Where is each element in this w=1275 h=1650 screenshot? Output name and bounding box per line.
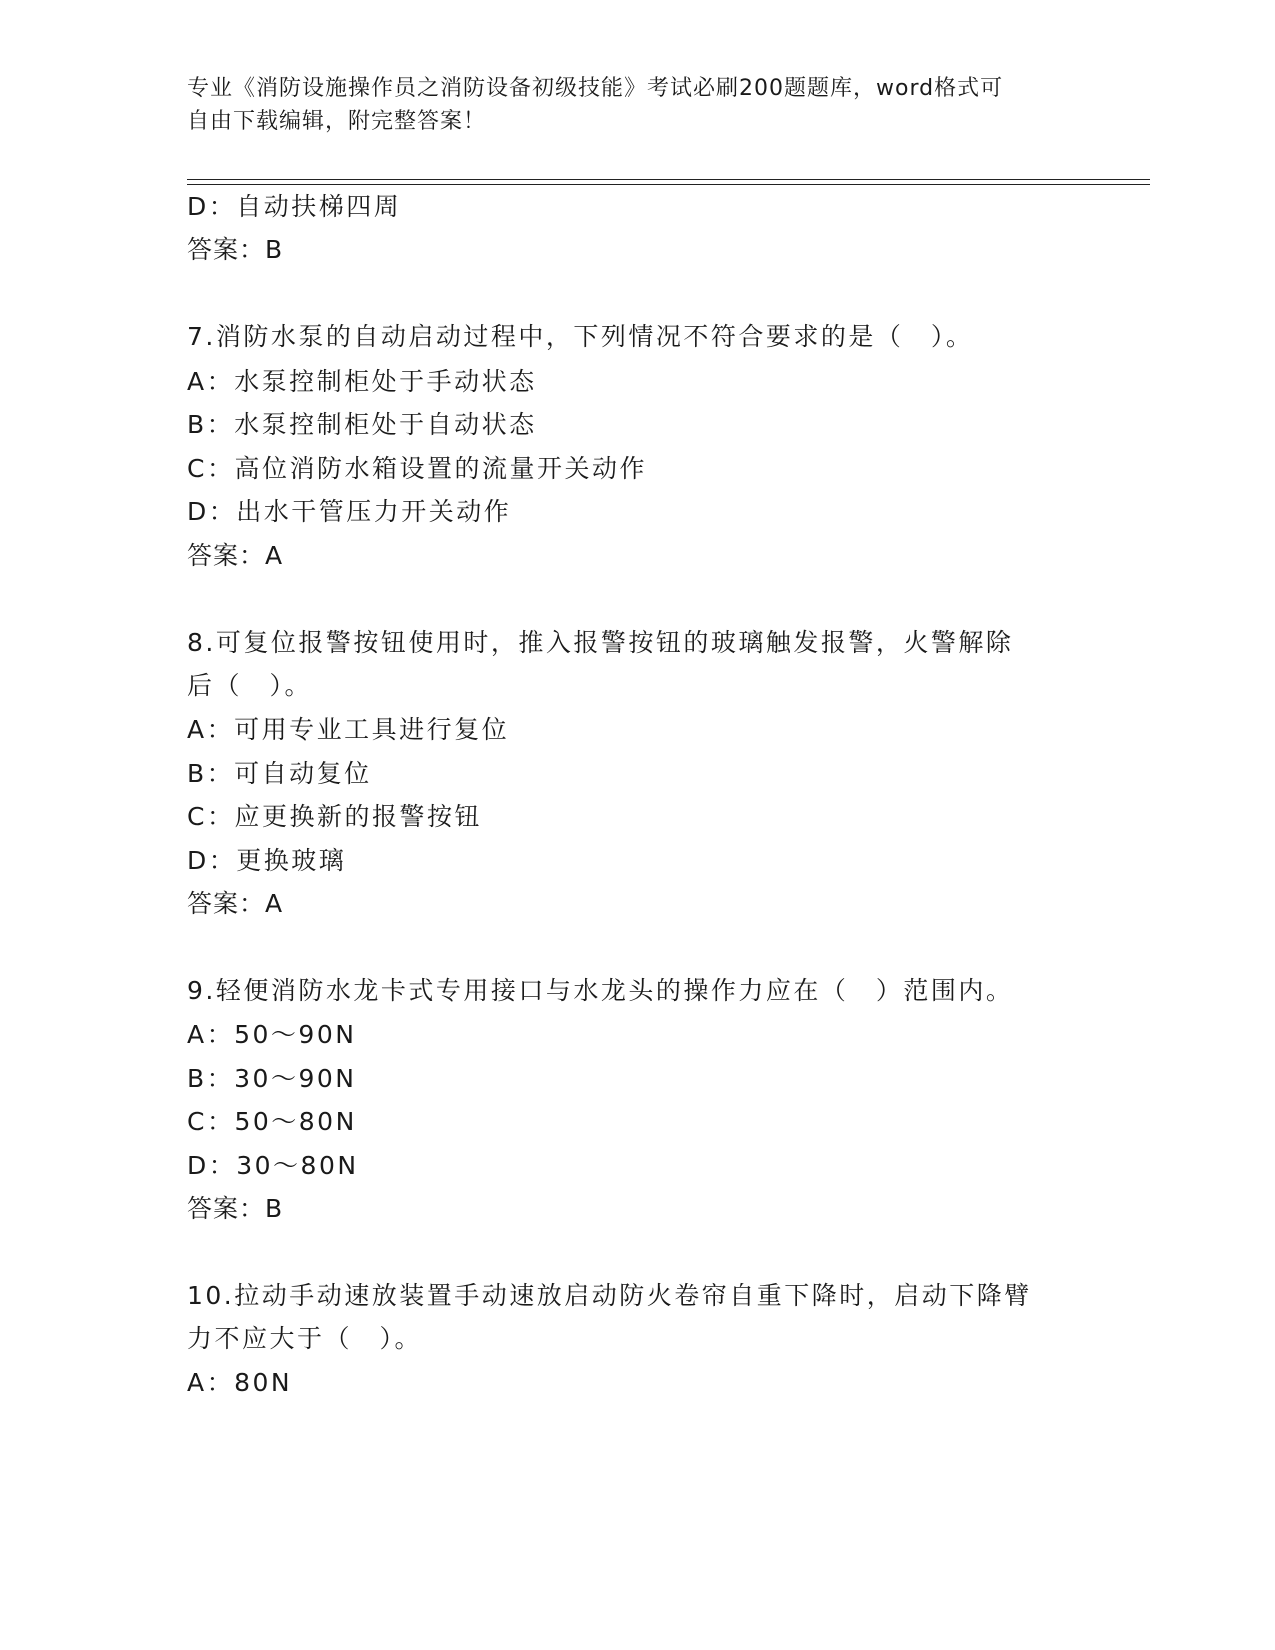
q8-stem-line-1: 8.可复位报警按钮使用时，推入报警按钮的玻璃触发报警，火警解除 (187, 628, 1014, 657)
q9-option-d: D：30～80N (187, 1151, 359, 1180)
q9-stem: 9.轻便消防水龙卡式专用接口与水龙头的操作力应在（ ）范围内。 (187, 976, 1014, 1005)
q8-option-a: A：可用专业工具进行复位 (187, 715, 510, 744)
q8-option-b: B：可自动复位 (187, 759, 372, 788)
q8-option-d: D：更换玻璃 (187, 846, 347, 875)
q10-stem-line-2: 力不应大于（ ）。 (187, 1324, 423, 1353)
page-header (187, 72, 1067, 138)
q7-answer: 答案：A (187, 541, 284, 570)
q7-option-b: B：水泵控制柜处于自动状态 (187, 410, 537, 439)
q9-answer: 答案：B (187, 1194, 284, 1223)
header-line-1: 专业《消防设施操作员之消防设备初级技能》考试必刷200题题库，word格式可 (187, 76, 1004, 101)
header-line-2: 自由下载编辑，附完整答案！ (187, 109, 487, 134)
q6-option-d: D：自动扶梯四周 (187, 192, 402, 221)
q7-stem: 7.消防水泵的自动启动过程中，下列情况不符合要求的是（ ）。 (187, 322, 974, 351)
q9-option-a: A：50～90N (187, 1020, 357, 1049)
header-divider-bottom (187, 184, 1150, 185)
header-divider-top (187, 179, 1150, 180)
q10-option-a: A：80N (187, 1368, 293, 1397)
q7-option-d: D：出水干管压力开关动作 (187, 497, 512, 526)
q8-answer: 答案：A (187, 889, 284, 918)
q7-option-a: A：水泵控制柜处于手动状态 (187, 367, 537, 396)
q8-option-c: C：应更换新的报警按钮 (187, 802, 482, 831)
q6-answer: 答案：B (187, 235, 284, 264)
q7-option-c: C：高位消防水箱设置的流量开关动作 (187, 454, 647, 483)
q9-option-b: B：30～90N (187, 1064, 357, 1093)
q10-stem-line-1: 10.拉动手动速放装置手动速放启动防火卷帘自重下降时，启动下降臂 (187, 1281, 1032, 1310)
q9-option-c: C：50～80N (187, 1107, 357, 1136)
q8-stem-line-2: 后（ ）。 (187, 671, 313, 700)
